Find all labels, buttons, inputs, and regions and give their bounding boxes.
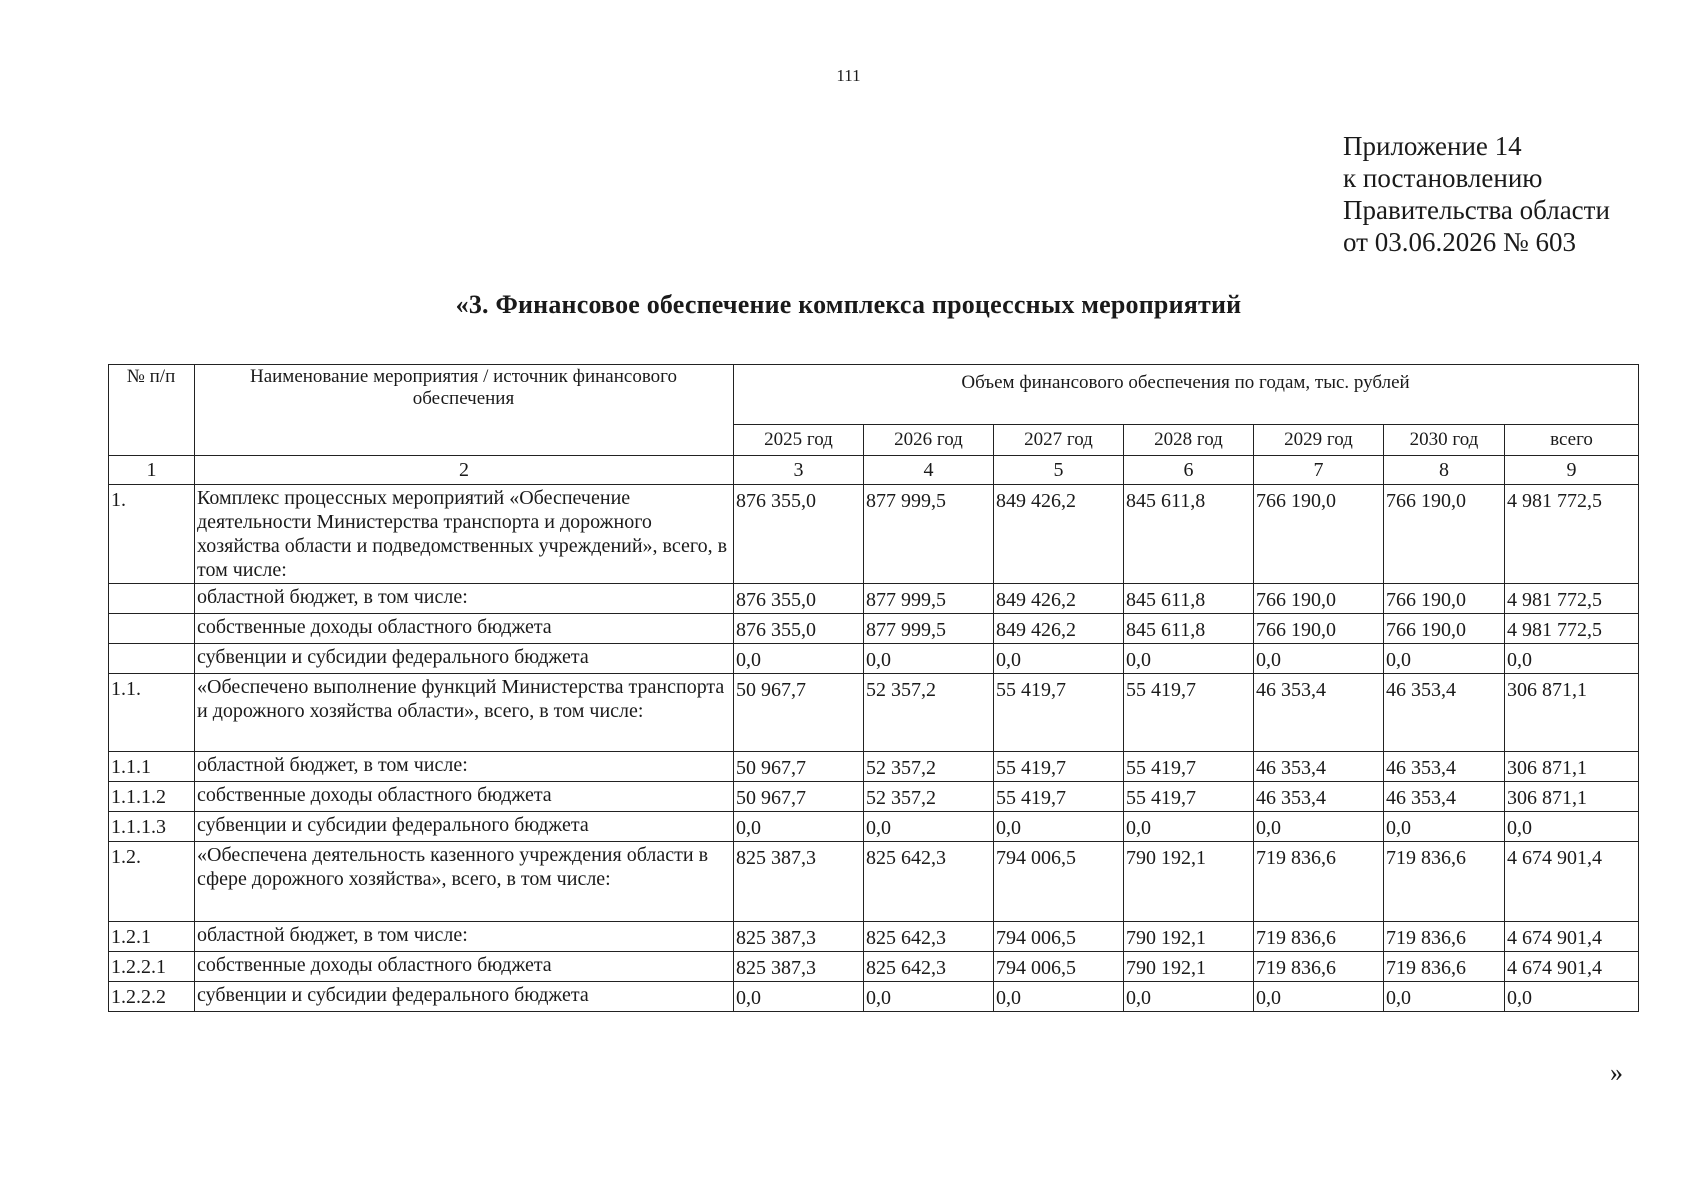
table-row — [109, 812, 1639, 842]
row-value: 794 006,5 — [994, 922, 1124, 952]
header-year: 2026 год — [864, 425, 994, 456]
row-value: 0,0 — [734, 982, 864, 1012]
row-value: 790 192,1 — [1124, 922, 1254, 952]
row-number: 1. — [109, 485, 195, 584]
table-row — [109, 842, 1639, 922]
page-number: 111 — [836, 66, 861, 85]
table-row — [109, 782, 1639, 812]
row-value: 845 611,8 — [1124, 485, 1254, 584]
table-row — [109, 952, 1639, 982]
row-value: 4 981 772,5 — [1505, 485, 1639, 584]
row-value: 4 674 901,4 — [1505, 842, 1639, 922]
row-value: 790 192,1 — [1124, 842, 1254, 922]
row-value: 52 357,2 — [864, 752, 994, 782]
row-value: 50 967,7 — [734, 752, 864, 782]
row-value: 877 999,5 — [864, 485, 994, 584]
table-row — [109, 485, 1639, 584]
row-value: 306 871,1 — [1505, 782, 1639, 812]
header-year: 2025 год — [734, 425, 864, 456]
column-number: 2 — [195, 456, 734, 485]
row-value: 877 999,5 — [864, 614, 994, 644]
row-value: 0,0 — [994, 982, 1124, 1012]
header-year: 2029 год — [1254, 425, 1384, 456]
row-value: 306 871,1 — [1505, 674, 1639, 752]
row-value: 0,0 — [1254, 982, 1384, 1012]
table-row — [109, 644, 1639, 674]
row-value: 0,0 — [1124, 644, 1254, 674]
row-value: 825 642,3 — [864, 922, 994, 952]
row-value: 0,0 — [994, 812, 1124, 842]
row-value: 0,0 — [864, 982, 994, 1012]
table-row — [109, 922, 1639, 952]
row-value: 0,0 — [1384, 982, 1505, 1012]
row-name: субвенции и субсидии федерального бюджета — [195, 982, 734, 1012]
row-number: 1.2.1 — [109, 922, 195, 952]
row-value: 719 836,6 — [1384, 842, 1505, 922]
row-value: 849 426,2 — [994, 584, 1124, 614]
row-number — [109, 614, 195, 644]
row-value: 55 419,7 — [1124, 782, 1254, 812]
row-value: 877 999,5 — [864, 584, 994, 614]
row-value: 845 611,8 — [1124, 614, 1254, 644]
row-value: 766 190,0 — [1254, 614, 1384, 644]
row-value: 0,0 — [734, 812, 864, 842]
header-year: 2030 год — [1384, 425, 1505, 456]
row-value: 825 642,3 — [864, 842, 994, 922]
column-number: 5 — [994, 456, 1124, 485]
row-value: 719 836,6 — [1384, 922, 1505, 952]
row-value: 766 190,0 — [1254, 485, 1384, 584]
row-value: 306 871,1 — [1505, 752, 1639, 782]
row-value: 52 357,2 — [864, 782, 994, 812]
row-name: областной бюджет, в том числе: — [195, 752, 734, 782]
row-value: 825 642,3 — [864, 952, 994, 982]
row-value: 0,0 — [734, 644, 864, 674]
row-name: «Обеспечена деятельность казенного учреждения области в сфере дорожного хозяйства», всего, в том числе: — [195, 842, 734, 922]
appendix-line: Приложение 14 — [1343, 131, 1522, 161]
row-value: 0,0 — [994, 644, 1124, 674]
row-value: 55 419,7 — [994, 782, 1124, 812]
row-name: Комплекс процессных мероприятий «Обеспечение деятельности Министерства транспорта и дорожного хозяйства области и подведомственных учреждений», всего, в том числе: — [195, 485, 734, 584]
row-value: 719 836,6 — [1254, 922, 1384, 952]
document-title: «3. Финансовое обеспечение комплекса процессных мероприятий — [455, 290, 1242, 319]
column-number: 6 — [1124, 456, 1254, 485]
appendix-line: к постановлению — [1343, 163, 1543, 193]
row-value: 845 611,8 — [1124, 584, 1254, 614]
row-number — [109, 584, 195, 614]
row-value: 0,0 — [1505, 982, 1639, 1012]
row-value: 46 353,4 — [1254, 674, 1384, 752]
row-value: 719 836,6 — [1254, 842, 1384, 922]
closing-quote: » — [1610, 1058, 1623, 1087]
row-value: 0,0 — [864, 812, 994, 842]
row-value: 4 674 901,4 — [1505, 952, 1639, 982]
column-number: 1 — [109, 456, 195, 485]
row-name: собственные доходы областного бюджета — [195, 614, 734, 644]
appendix-line: Правительства области — [1343, 195, 1610, 225]
column-number: 3 — [734, 456, 864, 485]
header-name: Наименование мероприятия / источник финансового обеспечения — [195, 365, 734, 456]
row-value: 825 387,3 — [734, 952, 864, 982]
row-value: 4 674 901,4 — [1505, 922, 1639, 952]
row-value: 0,0 — [1254, 644, 1384, 674]
appendix-line: от 03.06.2026 № 603 — [1343, 227, 1576, 257]
row-name: областной бюджет, в том числе: — [195, 584, 734, 614]
row-name: собственные доходы областного бюджета — [195, 952, 734, 982]
appendix-block — [1343, 130, 1610, 258]
header-year: 2028 год — [1124, 425, 1254, 456]
column-number: 4 — [864, 456, 994, 485]
row-value: 0,0 — [1505, 812, 1639, 842]
row-value: 790 192,1 — [1124, 952, 1254, 982]
row-value: 0,0 — [1254, 812, 1384, 842]
row-number: 1.2.2.2 — [109, 982, 195, 1012]
row-number: 1.2. — [109, 842, 195, 922]
row-value: 794 006,5 — [994, 952, 1124, 982]
row-number: 1.1.1.2 — [109, 782, 195, 812]
row-value: 766 190,0 — [1254, 584, 1384, 614]
row-value: 766 190,0 — [1384, 485, 1505, 584]
header-year: 2027 год — [994, 425, 1124, 456]
row-value: 766 190,0 — [1384, 584, 1505, 614]
row-name: областной бюджет, в том числе: — [195, 922, 734, 952]
row-value: 50 967,7 — [734, 782, 864, 812]
row-value: 0,0 — [1384, 812, 1505, 842]
row-value: 849 426,2 — [994, 485, 1124, 584]
row-value: 46 353,4 — [1254, 782, 1384, 812]
row-number — [109, 644, 195, 674]
row-name: собственные доходы областного бюджета — [195, 782, 734, 812]
column-number: 8 — [1384, 456, 1505, 485]
row-value: 46 353,4 — [1384, 674, 1505, 752]
table-row — [109, 674, 1639, 752]
header-volume: Объем финансового обеспечения по годам, тыс. рублей — [734, 365, 1639, 425]
column-number: 7 — [1254, 456, 1384, 485]
row-value: 55 419,7 — [994, 752, 1124, 782]
row-value: 50 967,7 — [734, 674, 864, 752]
row-value: 52 357,2 — [864, 674, 994, 752]
row-number: 1.1. — [109, 674, 195, 752]
row-name: субвенции и субсидии федерального бюджета — [195, 812, 734, 842]
row-number: 1.1.1.3 — [109, 812, 195, 842]
row-value: 719 836,6 — [1384, 952, 1505, 982]
row-value: 825 387,3 — [734, 922, 864, 952]
row-value: 876 355,0 — [734, 584, 864, 614]
row-value: 794 006,5 — [994, 842, 1124, 922]
row-number: 1.1.1 — [109, 752, 195, 782]
row-value: 4 981 772,5 — [1505, 614, 1639, 644]
row-value: 55 419,7 — [1124, 752, 1254, 782]
table-row — [109, 982, 1639, 1012]
table-row — [109, 584, 1639, 614]
row-value: 4 981 772,5 — [1505, 584, 1639, 614]
row-value: 876 355,0 — [734, 614, 864, 644]
row-value: 0,0 — [1124, 812, 1254, 842]
header-number: № п/п — [109, 365, 195, 456]
row-value: 0,0 — [1384, 644, 1505, 674]
column-number: 9 — [1505, 456, 1639, 485]
row-value: 0,0 — [1124, 982, 1254, 1012]
row-name: «Обеспечено выполнение функций Министерства транспорта и дорожного хозяйства области», всего, в том числе: — [195, 674, 734, 752]
row-value: 876 355,0 — [734, 485, 864, 584]
row-value: 719 836,6 — [1254, 952, 1384, 982]
row-value: 825 387,3 — [734, 842, 864, 922]
row-value: 55 419,7 — [994, 674, 1124, 752]
row-value: 46 353,4 — [1254, 752, 1384, 782]
row-value: 0,0 — [864, 644, 994, 674]
row-value: 46 353,4 — [1384, 752, 1505, 782]
row-value: 766 190,0 — [1384, 614, 1505, 644]
row-name: субвенции и субсидии федерального бюджета — [195, 644, 734, 674]
row-value: 849 426,2 — [994, 614, 1124, 644]
financing-table — [108, 364, 1639, 1012]
row-number: 1.2.2.1 — [109, 952, 195, 982]
table-row — [109, 614, 1639, 644]
header-year: всего — [1505, 425, 1639, 456]
row-value: 55 419,7 — [1124, 674, 1254, 752]
row-value: 46 353,4 — [1384, 782, 1505, 812]
row-value: 0,0 — [1505, 644, 1639, 674]
table-row — [109, 752, 1639, 782]
